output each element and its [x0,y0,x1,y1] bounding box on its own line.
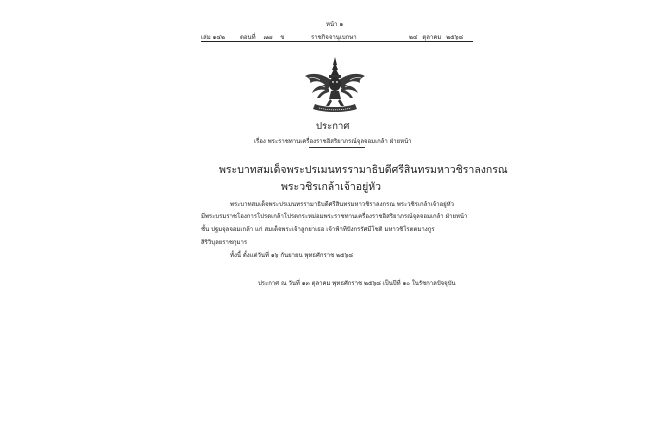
body-para1-line2: มีพระบรมราชโองการโปรดเกล้าโปรดกระหม่อมพระราชทานเครื่องราชอิสริยาภรณ์จุลจอมเกล้า ฝ่ายหน้า [201,213,468,220]
gazette-name: ราชกิจจานุเบกษา [311,34,357,41]
garuda-emblem-icon [301,56,369,114]
body-para2: ทั้งนี้ ตั้งแต่วันที่ ๑๖ กันยายน พุทธศักราช ๒๕๖๘ [230,252,354,259]
body-para1-line4: สิริวิบุลยราชกุมาร [201,239,248,246]
announcement-heading: ประกาศ [316,121,350,132]
closing-line: ประกาศ ณ วันที่ ๑๓ ตุลาคม พุทธศักราช ๒๕๖๘ เป็นปีที่ ๑๐ ในรัชกาลปัจจุบัน [258,280,456,287]
body-para1-line3: ชั้น ปฐมจุลจอมเกล้า แก่ สมเด็จพระเจ้าลูกยาเธอ เจ้าฟ้าทีปังกรรัศมีโชติ มหาวชิโรตตมางกูร [201,226,435,233]
section-label: ตอนที่ ๗๗ ข [240,34,285,41]
page-number: หน้า ๑ [326,21,344,28]
royal-title-line2: พระวชิรเกล้าเจ้าอยู่หัว [281,181,382,193]
royal-title-line1: พระบาทสมเด็จพระปรเมนทรรามาธิบดีศรีสินทรมหาวชิราลงกรณ [219,164,508,176]
body-para1-line1: พระบาทสมเด็จพระปรเมนทรรามาธิบดีศรีสินทรมหาวชิราลงกรณ พระวชิรเกล้าเจ้าอยู่หัว [230,201,455,208]
issue-date: ๒๔ ตุลาคม ๒๕๖๘ [409,34,464,41]
subject-divider [309,147,365,148]
volume-label: เล่ม ๑๔๒ [201,34,225,41]
announcement-subject: เรื่อง พระราชทานเครื่องราชอิสริยาภรณ์จุลจอมเกล้า ฝ่ายหน้า [254,138,412,145]
header-divider [201,41,473,42]
